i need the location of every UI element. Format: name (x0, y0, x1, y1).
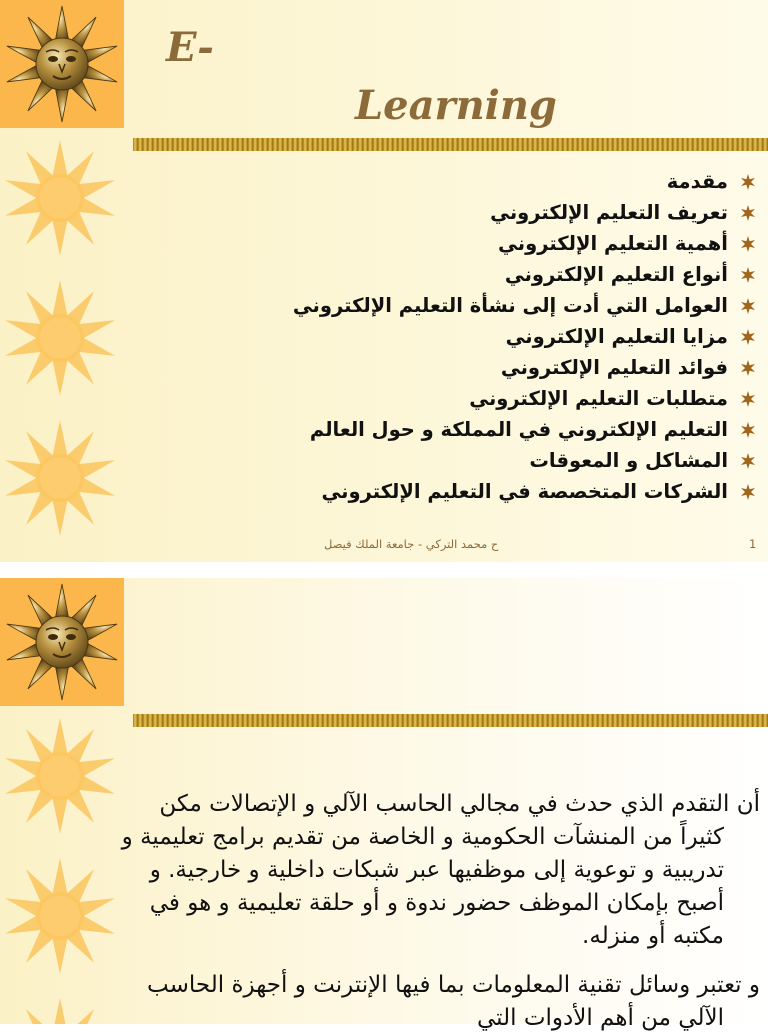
slide-separator (0, 562, 768, 578)
body-paragraph: أن التقدم الذي حدث في مجالي الحاسب الآلي و الإتصالات مكن كثيراً من المنشآت الحكومية و الخاصة من تقديم برامج تعليمية و تدريبية و توعوية إلى موظفيها عبر شبكات داخلية و خارجية. و أصبح بإمكان الموظف حضور ندوة و أو حلقة تعليمية و هو في مكتبه أو منزله. (121, 791, 760, 949)
bullet-star-icon (740, 484, 756, 500)
list-item (140, 352, 760, 383)
list-item (140, 321, 760, 352)
bullet-star-icon (740, 360, 756, 376)
sun-watermark-icon (0, 706, 124, 1024)
list-item (140, 476, 760, 507)
slide-footer (0, 537, 768, 555)
sun-logo-box (0, 0, 124, 128)
list-item-text: متطلبات التعليم الإلكتروني (469, 387, 728, 410)
page-number: 1 (749, 537, 757, 551)
list-item-text: فوائد التعليم الإلكتروني (500, 356, 728, 379)
list-item (140, 383, 760, 414)
list-item (140, 197, 760, 228)
slide-2-body (120, 788, 760, 1035)
bullet-star-icon (740, 453, 756, 469)
list-item-text: التعليم الإلكتروني في المملكة و حول العالم (309, 418, 728, 441)
sun-face-icon (0, 578, 124, 706)
sun-watermark-column (0, 128, 124, 562)
sun-face-icon (0, 0, 124, 128)
bullet-star-icon (740, 267, 756, 283)
bullet-star-icon (740, 298, 756, 314)
bullet-star-icon (740, 205, 756, 221)
sun-watermark-icon (0, 128, 124, 562)
list-item (140, 414, 760, 445)
list-item-text: الشركات المتخصصة في التعليم الإلكتروني (321, 480, 728, 503)
list-item-text: المشاكل و المعوقات (529, 449, 728, 472)
body-paragraph: و تعتبر وسائل تقنية المعلومات بما فيها الإنترنت و أجهزة الحاسب الآلي من أهم الأدوات التي (147, 972, 760, 1031)
list-item (140, 166, 760, 197)
title-divider (133, 714, 768, 727)
bullet-star-icon (740, 391, 756, 407)
title-divider (133, 138, 768, 151)
sun-logo-box (0, 578, 124, 706)
list-item-text: العوامل التي أدت إلى نشأة التعليم الإلكتروني (292, 294, 728, 317)
list-item-text: مزايا التعليم الإلكتروني (505, 325, 728, 348)
list-item (140, 445, 760, 476)
bullet-star-icon (740, 236, 756, 252)
sun-watermark-column (0, 706, 124, 1024)
list-item-text: مقدمة (666, 170, 728, 193)
bullet-star-icon (740, 174, 756, 190)
title-line-1: E- (166, 24, 214, 71)
title-line-2: Learning (355, 82, 557, 129)
list-item (140, 259, 760, 290)
list-item-text: تعريف التعليم الإلكتروني (490, 201, 728, 224)
list-item (140, 228, 760, 259)
footer-author: ح محمد التركي - جامعة الملك فيصل (324, 537, 499, 551)
topic-list (140, 166, 760, 507)
bullet-star-icon (740, 422, 756, 438)
bullet-star-icon (740, 329, 756, 345)
list-item-text: أهمية التعليم الإلكتروني (498, 232, 728, 255)
list-item-text: أنواع التعليم الإلكتروني (504, 263, 728, 286)
list-item (140, 290, 760, 321)
